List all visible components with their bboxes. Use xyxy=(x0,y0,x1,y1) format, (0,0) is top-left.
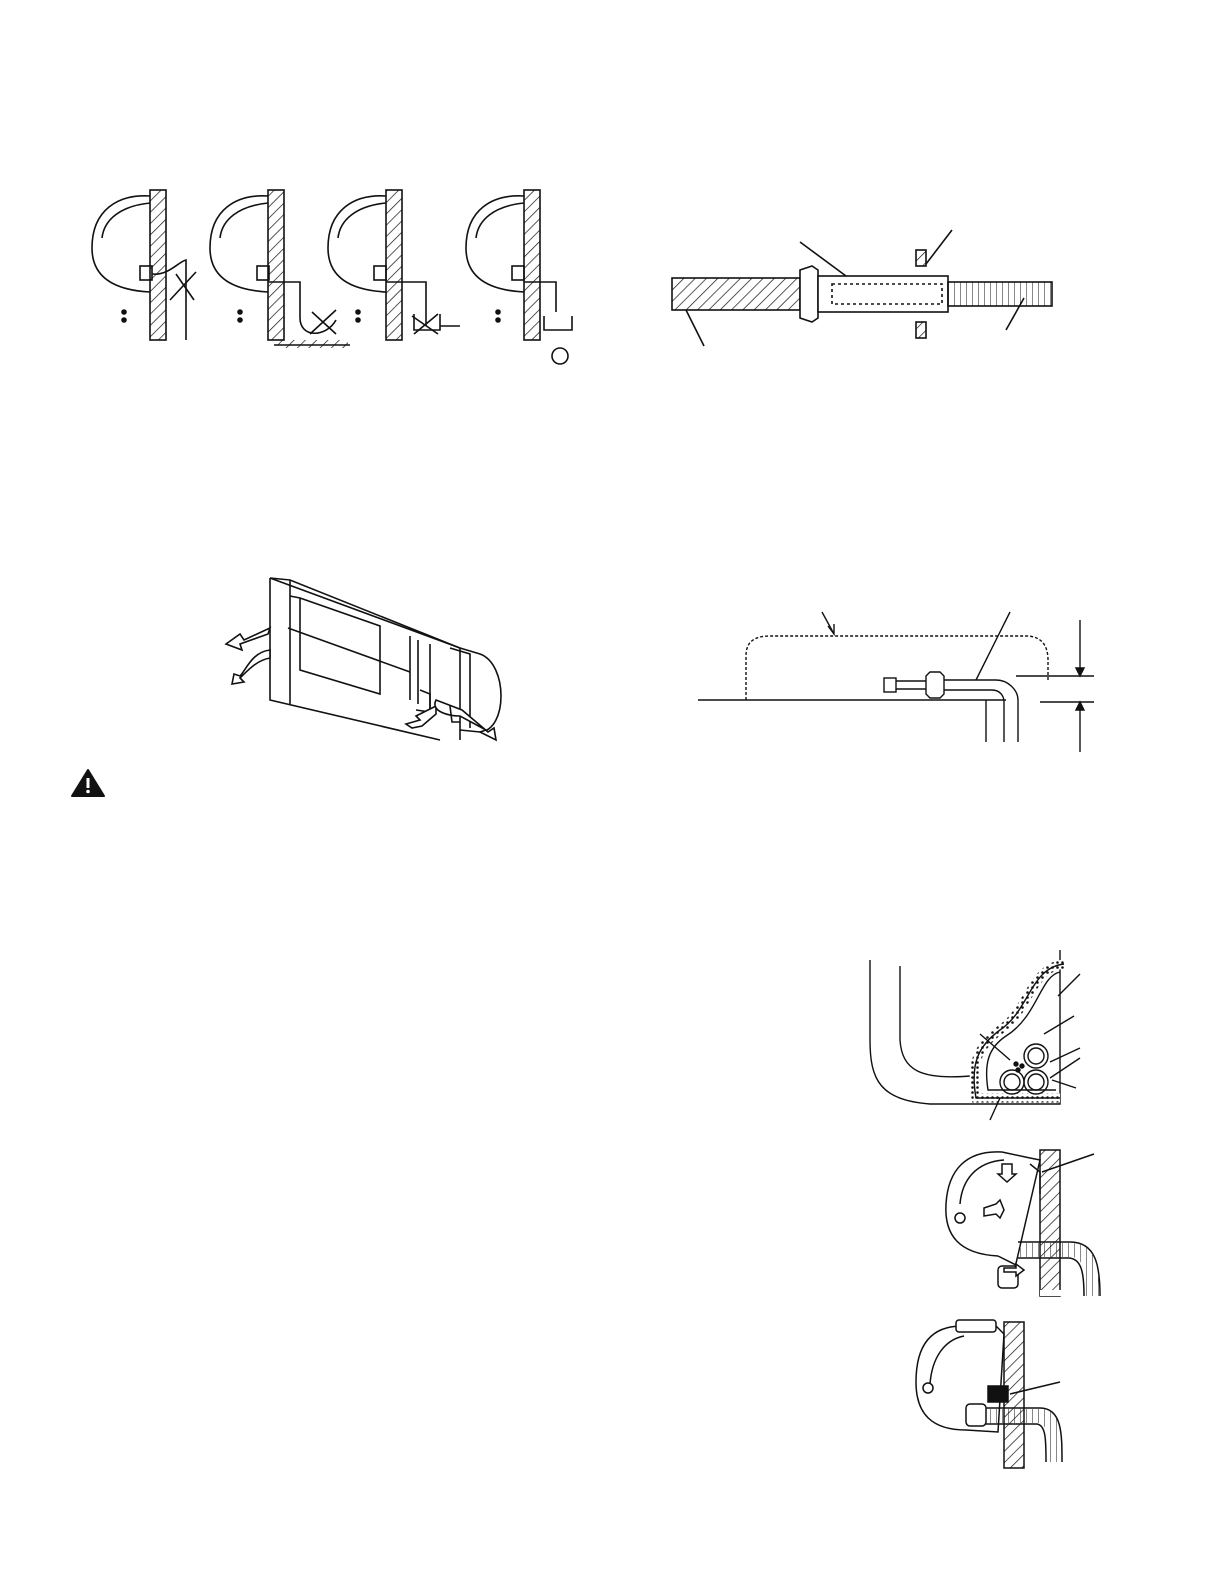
indoor-unit-rear-figure xyxy=(226,578,501,740)
wall-hole-seal-figure xyxy=(916,1320,1062,1468)
drain-example-2-sagging-hose xyxy=(210,190,350,348)
pipe-dimension-figure xyxy=(698,612,1094,752)
drain-hose-extension-figure xyxy=(672,230,1052,346)
unit-hook-install-figure xyxy=(946,1150,1100,1296)
drain-example-1-rising-hose xyxy=(92,190,196,340)
correct-mark-icon xyxy=(552,348,568,364)
drain-hose-examples-figure xyxy=(92,190,572,364)
drain-example-3-submerged-hose xyxy=(328,190,460,340)
drain-example-4-correct-hose xyxy=(466,190,572,364)
warning-triangle-icon xyxy=(72,770,104,796)
piping-cross-section-figure xyxy=(870,950,1080,1120)
